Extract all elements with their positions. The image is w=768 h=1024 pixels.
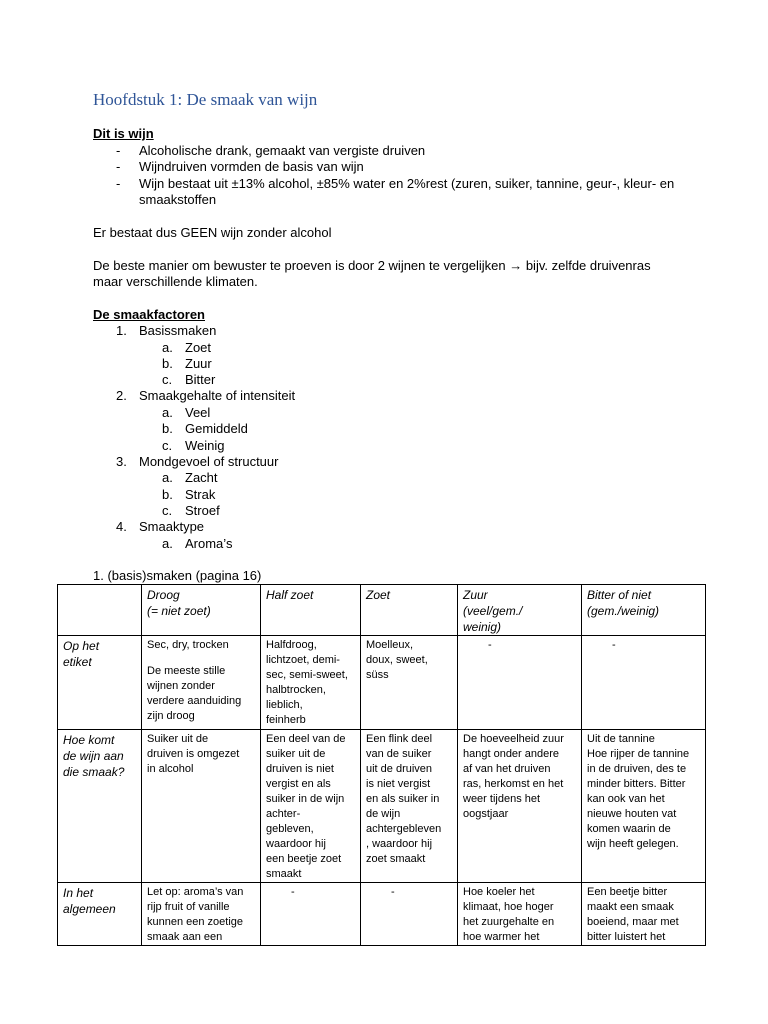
cell-text: is niet vergist xyxy=(366,778,431,790)
basic-tastes-table xyxy=(57,584,706,946)
cell-text: maakt een smaak xyxy=(587,901,674,913)
cell-text: weer tijdens het xyxy=(463,793,541,805)
table-row-label xyxy=(58,730,142,883)
cell-text: etiket xyxy=(63,655,92,669)
table-cell xyxy=(458,883,582,946)
page-title: Hoofdstuk 1: De smaak van wijn xyxy=(93,90,318,109)
cell-text: sec, semi-sweet, xyxy=(266,669,348,681)
arrow-right-icon: → xyxy=(509,258,523,273)
cell-text: Hoe komt xyxy=(63,733,115,747)
cell-text: suiker in de wijn xyxy=(266,793,345,805)
cell-text: een beetje zoet xyxy=(266,853,342,865)
table-header-cell xyxy=(142,585,261,636)
cell-text: lieblich, xyxy=(266,699,303,711)
cell-text: De hoeveelheid zuur xyxy=(463,733,564,745)
cell-text: rijp fruit of vanille xyxy=(147,901,230,913)
cell-text: Hoe koeler het xyxy=(463,886,535,898)
cell-text: feinherb xyxy=(266,714,306,726)
cell-text: zijn droog xyxy=(147,710,195,722)
cell-text: die smaak? xyxy=(63,765,125,779)
table-corner-cell xyxy=(58,585,142,636)
cell-text: (veel/gem./ xyxy=(463,604,523,618)
cell-text: uit de druiven xyxy=(366,763,433,775)
cell-text: waardoor hij xyxy=(266,838,326,850)
table-cell xyxy=(142,730,261,883)
cell-text: Sec, dry, trocken xyxy=(147,639,229,651)
list-item: Mondgevoel of structuur xyxy=(139,454,279,469)
table-header-cell xyxy=(261,585,361,636)
cell-text: Een deel van de xyxy=(266,733,346,745)
cell-text: Uit de tannine xyxy=(587,733,655,745)
cell-text: smaak aan een xyxy=(147,931,223,943)
bullet-text-continued: smaakstoffen xyxy=(139,192,217,207)
cell-text: druiven is niet xyxy=(266,763,334,775)
paragraph-text: De beste manier om bewuster te proeven is door 2 wijnen te vergelijken xyxy=(93,258,510,273)
table-cell xyxy=(261,730,361,883)
cell-text: kan ook van het xyxy=(587,793,665,805)
section-title-smaakfactoren: De smaakfactoren xyxy=(93,307,205,322)
table-cell xyxy=(582,730,706,883)
cell-text: verdere aanduiding xyxy=(147,695,242,707)
cell-text: de wijn aan xyxy=(63,749,124,763)
cell-text: druiven is omgezet xyxy=(147,748,240,760)
bullet-dash: - xyxy=(116,176,121,191)
cell-text: Suiker uit de xyxy=(147,733,209,745)
cell-text: halbtrocken, xyxy=(266,684,326,696)
cell-text: Half zoet xyxy=(266,588,314,602)
sublist-item: Gemiddeld xyxy=(185,421,248,436)
table-cell xyxy=(458,636,582,730)
cell-text: in de druiven, des te xyxy=(587,763,687,775)
cell-text: wijnen zonder xyxy=(147,680,215,692)
table-cell xyxy=(582,636,706,730)
cell-text: weinig) xyxy=(463,620,502,634)
cell-text: in alcohol xyxy=(147,763,194,775)
bullet-dash: - xyxy=(116,143,121,158)
sublist-item: Zuur xyxy=(185,356,212,371)
bullet-text: Wijn bestaat uit ±13% alcohol, ±85% water en 2%rest (zuren, suiker, tannine, geur-, kleur- en xyxy=(139,176,675,191)
cell-text: hoe warmer het xyxy=(463,931,540,943)
table-row xyxy=(58,730,706,883)
sublist-letter: a. xyxy=(162,470,173,485)
table-caption: 1. (basis)smaken (pagina 16) xyxy=(93,568,262,583)
sublist-letter: c. xyxy=(162,503,173,518)
cell-spacer xyxy=(147,653,255,664)
cell-text: Bitter of niet xyxy=(587,588,652,602)
paragraph-text: bijv. zelfde druivenras xyxy=(522,258,651,273)
table-header-cell xyxy=(458,585,582,636)
list-number: 2. xyxy=(116,388,127,403)
bullet-dash: - xyxy=(116,159,121,174)
empty-dash: - xyxy=(488,639,492,651)
sublist-letter: b. xyxy=(162,487,173,502)
paragraph-compare-line2: maar verschillende klimaten. xyxy=(93,274,258,289)
sublist-item: Veel xyxy=(185,405,211,420)
sublist-letter: a. xyxy=(162,340,173,355)
paragraph-compare-line1 xyxy=(93,258,651,274)
paragraph-no-alcohol: Er bestaat dus GEEN wijn zonder alcohol xyxy=(93,225,332,240)
table-row-label xyxy=(58,883,142,946)
cell-text: boeiend, maar met xyxy=(587,916,679,928)
table-cell xyxy=(142,636,261,730)
cell-text: achter- xyxy=(266,808,301,820)
empty-dash: - xyxy=(612,639,616,651)
cell-text: zoet smaakt xyxy=(366,853,426,865)
cell-text: smaakt xyxy=(266,868,302,880)
cell-text: Moelleux, xyxy=(366,639,414,651)
sublist-item: Bitter xyxy=(185,372,216,387)
cell-text: algemeen xyxy=(63,902,116,916)
cell-text: In het xyxy=(63,886,94,900)
cell-text: , waardoor hij xyxy=(366,838,433,850)
cell-text: de wijn xyxy=(366,808,401,820)
list-number: 1. xyxy=(116,323,127,338)
table-cell xyxy=(261,883,361,946)
table-cell xyxy=(458,730,582,883)
cell-text: wijn heeft gelegen. xyxy=(587,838,679,850)
sublist-item: Zoet xyxy=(185,340,212,355)
cell-text: (= niet zoet) xyxy=(147,604,211,618)
sublist-letter: a. xyxy=(162,405,173,420)
list-item: Basissmaken xyxy=(139,323,217,338)
cell-text: klimaat, hoe hoger xyxy=(463,901,554,913)
cell-text: De meeste stille xyxy=(147,665,226,677)
cell-text: Een beetje bitter xyxy=(587,886,668,898)
sublist-letter: a. xyxy=(162,536,173,551)
sublist-item: Stroef xyxy=(185,503,220,518)
cell-text: nieuwe houten vat xyxy=(587,808,677,820)
table-cell xyxy=(261,636,361,730)
table-header-row xyxy=(58,585,706,636)
bullet-text: Alcoholische drank, gemaakt van vergiste druiven xyxy=(139,143,426,158)
list-item: Smaakgehalte of intensiteit xyxy=(139,388,296,403)
empty-dash: - xyxy=(391,886,395,898)
sublist-item: Zacht xyxy=(185,470,218,485)
cell-text: kunnen een zoetige xyxy=(147,916,244,928)
cell-text: Zuur xyxy=(463,588,488,602)
sublist-letter: b. xyxy=(162,421,173,436)
table-cell xyxy=(361,636,458,730)
cell-text: het zuurgehalte en xyxy=(463,916,555,928)
empty-dash: - xyxy=(291,886,295,898)
cell-text: komen waarin de xyxy=(587,823,671,835)
cell-text: Hoe rijper de tannine xyxy=(587,748,690,760)
cell-text: Halfdroog, xyxy=(266,639,317,651)
table-cell xyxy=(582,883,706,946)
bullet-text: Wijndruiven vormden de basis van wijn xyxy=(139,159,364,174)
list-number: 3. xyxy=(116,454,127,469)
table-cell xyxy=(361,883,458,946)
cell-text: Een flink deel xyxy=(366,733,433,745)
cell-text: Let op: aroma’s van xyxy=(147,886,244,898)
cell-text: (gem./weinig) xyxy=(587,604,660,618)
cell-text: gebleven, xyxy=(266,823,314,835)
cell-text: hangt onder andere xyxy=(463,748,560,760)
cell-text: Zoet xyxy=(366,588,391,602)
cell-text: suiker uit de xyxy=(266,748,326,760)
table-row xyxy=(58,636,706,730)
list-item: Smaaktype xyxy=(139,519,205,534)
table-header-cell xyxy=(361,585,458,636)
sublist-item: Aroma’s xyxy=(185,536,233,551)
table-header-cell xyxy=(582,585,706,636)
table-row-label xyxy=(58,636,142,730)
table-row xyxy=(58,883,706,946)
cell-text: lichtzoet, demi- xyxy=(266,654,340,666)
cell-text: ras, herkomst en het xyxy=(463,778,564,790)
cell-text: doux, sweet, xyxy=(366,654,428,666)
cell-text: van de suiker xyxy=(366,748,432,760)
cell-text: bitter luistert het xyxy=(587,931,666,943)
table-cell xyxy=(142,883,261,946)
sublist-letter: c. xyxy=(162,438,173,453)
sublist-item: Weinig xyxy=(185,438,225,453)
cell-text: achtergebleven xyxy=(366,823,442,835)
sublist-item: Strak xyxy=(185,487,216,502)
table-cell xyxy=(361,730,458,883)
cell-text: en als suiker in xyxy=(366,793,440,805)
sublist-letter: c. xyxy=(162,372,173,387)
cell-text: af van het druiven xyxy=(463,763,551,775)
cell-text: oogstjaar xyxy=(463,808,509,820)
cell-text: minder bitters. Bitter xyxy=(587,778,686,790)
sublist-letter: b. xyxy=(162,356,173,371)
cell-text: süss xyxy=(366,669,389,681)
list-number: 4. xyxy=(116,519,127,534)
cell-text: Droog xyxy=(147,588,180,602)
section-title-dit-is-wijn: Dit is wijn xyxy=(93,126,154,141)
cell-text: Op het xyxy=(63,639,100,653)
cell-text: vergist en als xyxy=(266,778,331,790)
